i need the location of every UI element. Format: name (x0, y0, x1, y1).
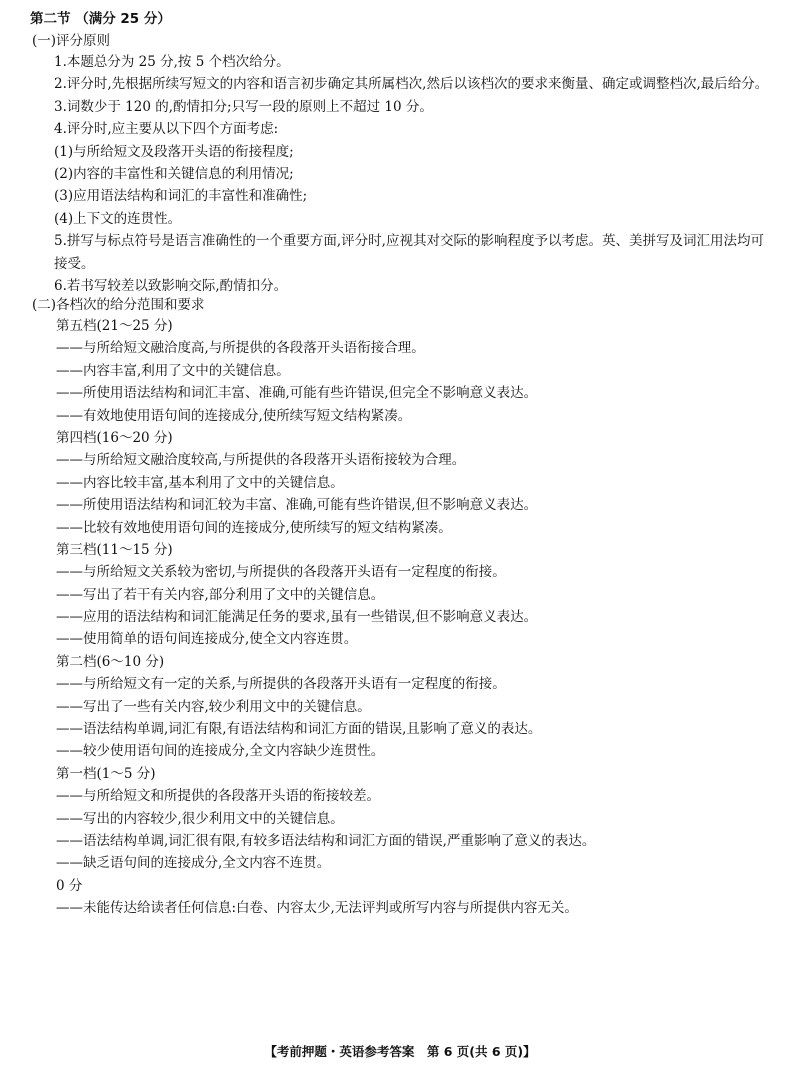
rule-4: 4.评分时,应主要从以下四个方面考虑: (54, 121, 279, 138)
level-criterion: ——应用的语法结构和词汇能满足任务的要求,虽有一些错误,但不影响意义表达。 (56, 609, 538, 626)
level-criterion: ——与所给短文融洽度较高,与所提供的各段落开头语衔接较为合理。 (56, 452, 466, 469)
page-footer: 【考前押题・英语参考答案 第 6 页(共 6 页)】 (264, 1044, 536, 1059)
level-4 (56, 427, 776, 539)
rule-6: 6.若书写较差以致影响交际,酌情扣分。 (54, 277, 288, 294)
level-criterion: ——内容丰富,利用了文中的关键信息。 (56, 362, 290, 379)
level-criterion: ——较少使用语句间的连接成分,全文内容缺少连贯性。 (56, 743, 385, 760)
level-1 (56, 763, 776, 875)
level-0 (56, 875, 776, 920)
rule-4-aspect-1: (1)与所给短文及段落开头语的衔接程度; (54, 143, 294, 160)
level-criterion: ——与所给短文融洽度高,与所提供的各段落开头语衔接合理。 (56, 340, 425, 357)
level-2 (56, 651, 776, 763)
rule-4-aspect-3: (3)应用语法结构和词汇的丰富性和准确性; (54, 188, 308, 205)
level-title: 第三档(11～15 分) (56, 541, 173, 558)
level-3 (56, 539, 776, 651)
level-title: 第二档(6～10 分) (56, 653, 165, 670)
rule-5: 5.拼写与标点符号是语言准确性的一个重要方面,评分时,应视其对交际的影响程度予以考虑。英、美拼写及词汇用法均可接受。 (54, 233, 764, 272)
level-criterion: ——与所给短文和所提供的各段落开头语的衔接较差。 (56, 788, 380, 805)
part1-heading: (一)评分原则 (32, 33, 111, 49)
level-criterion: ——与所给短文有一定的关系,与所提供的各段落开头语有一定程度的衔接。 (56, 676, 506, 693)
level-criterion: ——语法结构单调,词汇有限,有语法结构和词汇方面的错误,且影响了意义的表达。 (56, 721, 542, 738)
rule-1: 1.本题总分为 25 分,按 5 个档次给分。 (54, 54, 290, 70)
level-criterion: ——与所给短文关系较为密切,与所提供的各段落开头语有一定程度的衔接。 (56, 564, 506, 581)
section-title: 第二节 （满分 25 分） (30, 11, 171, 27)
rule-4-aspect-4: (4)上下文的连贯性。 (54, 210, 182, 227)
level-criterion: ——未能传达给读者任何信息:白卷、内容太少,无法评判或所写内容与所提供内容无关。 (56, 900, 578, 917)
level-criterion: ——比较有效地使用语句间的连接成分,使所续写的短文结构紧凑。 (56, 519, 452, 536)
part2-heading: (二)各档次的给分范围和要求 (32, 297, 205, 313)
scoring-principles (54, 51, 774, 297)
rule-3: 3.词数少于 120 的,酌情扣分;只写一段的原则上不超过 10 分。 (54, 98, 433, 115)
level-criterion: ——所使用语法结构和词汇丰富、准确,可能有些许错误,但完全不影响意义表达。 (56, 385, 538, 402)
level-criterion: ——缺乏语句间的连接成分,全文内容不连贯。 (56, 855, 331, 872)
level-criterion: ——写出的内容较少,很少利用文中的关键信息。 (56, 810, 344, 827)
level-criterion: ——写出了若干有关内容,部分利用了文中的关键信息。 (56, 586, 385, 603)
level-title: 0 分 (56, 877, 83, 894)
rule-4-aspect-2: (2)内容的丰富性和关键信息的利用情况; (54, 165, 294, 182)
level-criterion: ——语法结构单调,词汇很有限,有较多语法结构和词汇方面的错误,严重影响了意义的表达。 (56, 832, 596, 849)
level-title: 第四档(16～20 分) (56, 429, 173, 446)
level-criterion: ——使用简单的语句间连接成分,使全文内容连贯。 (56, 631, 358, 648)
level-title: 第一档(1～5 分) (56, 765, 156, 782)
level-criterion: ——内容比较丰富,基本利用了文中的关键信息。 (56, 474, 344, 491)
level-criterion: ——写出了一些有关内容,较少利用文中的关键信息。 (56, 698, 371, 715)
level-criterion: ——有效地使用语句间的连接成分,使所续写短文结构紧凑。 (56, 407, 412, 424)
rule-2: 2.评分时,先根据所续写短文的内容和语言初步确定其所属档次,然后以该档次的要求来衡量、确定或调整档次,最后给分。 (54, 76, 769, 93)
level-5 (56, 315, 776, 427)
level-title: 第五档(21～25 分) (56, 318, 173, 334)
score-levels (56, 315, 776, 920)
level-criterion: ——所使用语法结构和词汇较为丰富、准确,可能有些许错误,但不影响意义表达。 (56, 497, 538, 514)
